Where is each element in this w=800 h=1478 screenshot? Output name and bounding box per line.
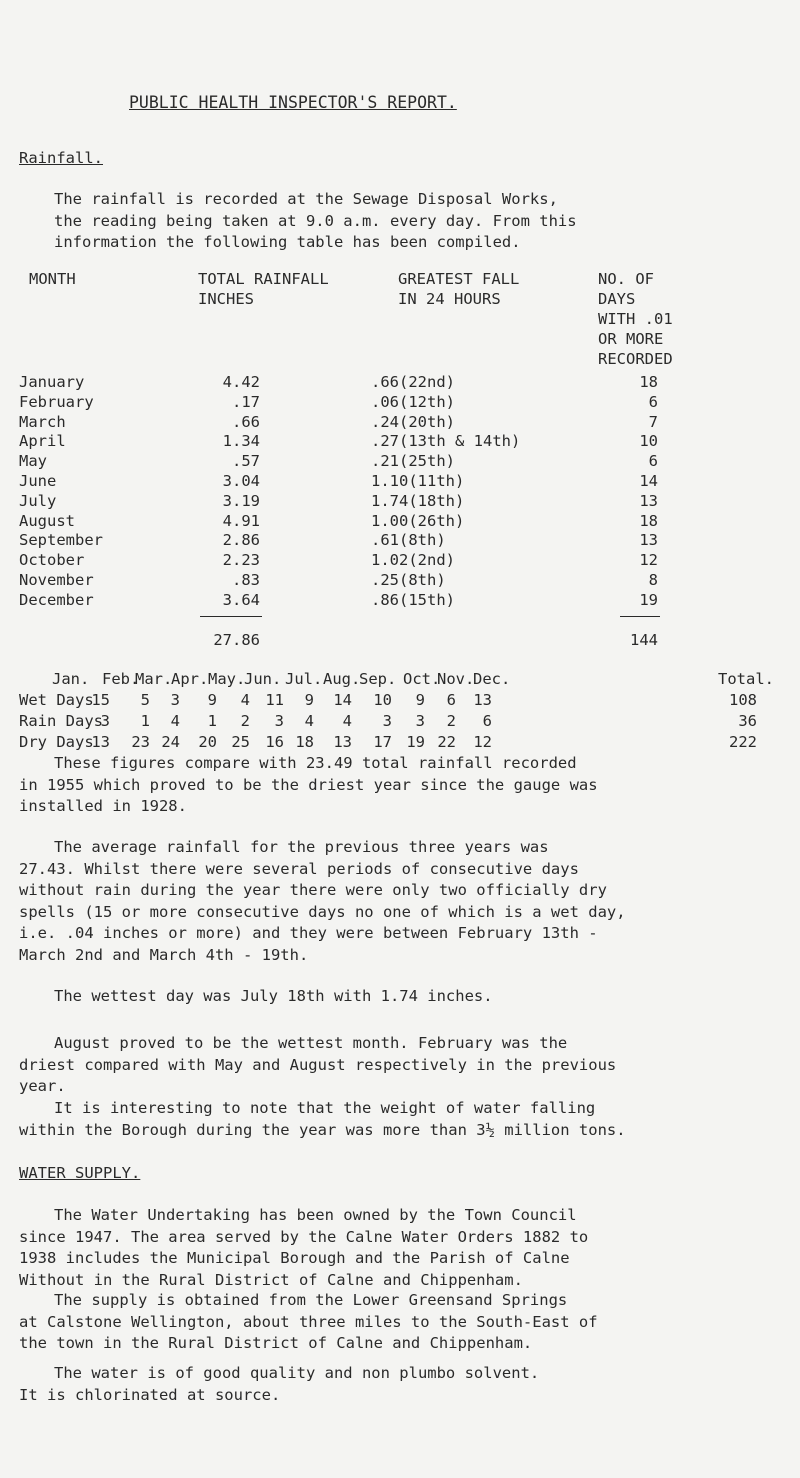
month-greatest: .25(8th) xyxy=(371,571,446,589)
days-col-header: Jul. xyxy=(285,670,323,688)
days-value: 22 xyxy=(437,733,456,751)
intro-line: information the following table has been compiled. xyxy=(54,233,521,251)
month-total: 3.64 xyxy=(222,590,260,609)
days-value: 12 xyxy=(473,733,492,751)
month-name: October xyxy=(19,551,85,570)
water-heading: WATER SUPPLY. xyxy=(19,1164,141,1182)
month-days: 13 xyxy=(639,531,658,550)
days-value: 2 xyxy=(240,712,250,730)
month-total: 4.91 xyxy=(222,511,260,530)
month-greatest: 1.74(18th) xyxy=(371,491,465,510)
month-name: September xyxy=(19,531,103,550)
para-line: These figures compare with 23.49 total rainfall recorded xyxy=(54,754,577,772)
days-value: 13 xyxy=(473,691,492,709)
days-col-header: Oct. xyxy=(403,670,441,688)
col-header-days: NO. OF xyxy=(598,270,654,288)
month-greatest: 1.00(26th) xyxy=(371,511,465,530)
month-name: June xyxy=(19,472,57,490)
month-days: 13 xyxy=(639,491,658,510)
days-col-header: May. xyxy=(208,670,246,688)
col-header-days: WITH .01 xyxy=(598,310,673,328)
month-name: July xyxy=(19,491,57,510)
days-col-header: Apr. xyxy=(171,670,209,688)
month-total: 3.04 xyxy=(222,472,260,490)
month-days: 19 xyxy=(639,590,658,609)
days-value: 9 xyxy=(207,691,217,709)
month-days: 7 xyxy=(648,412,658,431)
total-inches: 27.86 xyxy=(213,630,260,649)
days-value: 9 xyxy=(415,691,425,709)
month-days: 8 xyxy=(648,571,658,589)
col-header-total: INCHES xyxy=(198,290,254,308)
month-days: 12 xyxy=(639,551,658,570)
month-name: March xyxy=(19,412,66,431)
month-days: 14 xyxy=(639,472,658,490)
days-value: 3 xyxy=(415,712,425,730)
days-value: 5 xyxy=(140,691,150,709)
col-header-greatest: GREATEST FALL xyxy=(398,270,520,288)
para-line: The wettest day was July 18th with 1.74 inches. xyxy=(54,987,493,1005)
water-line: the town in the Rural District of Calne and Chippenham. xyxy=(19,1334,533,1352)
water-line: The Water Undertaking has been owned by the Town Council xyxy=(54,1206,577,1224)
days-value: 36 xyxy=(738,712,757,730)
days-col-header: Total. xyxy=(718,670,774,688)
water-line: It is chlorinated at source. xyxy=(19,1385,281,1404)
days-value: 3 xyxy=(274,712,284,730)
month-greatest: 1.02(2nd) xyxy=(371,551,455,570)
month-days: 18 xyxy=(639,511,658,530)
month-greatest: .86(15th) xyxy=(371,590,455,609)
days-value: 4 xyxy=(304,712,314,730)
days-value: 3 xyxy=(170,691,180,709)
month-total: 3.19 xyxy=(222,491,260,510)
month-greatest: .21(25th) xyxy=(371,452,455,471)
month-name: November xyxy=(19,571,94,589)
days-value: 13 xyxy=(91,733,110,751)
month-total: .17 xyxy=(232,392,260,411)
water-line: Without in the Rural District of Calne and Chippenham. xyxy=(19,1270,523,1289)
para-line: driest compared with May and August respectively in the previous xyxy=(19,1055,617,1074)
days-value: 6 xyxy=(482,712,492,730)
days-row-label: Dry Days xyxy=(19,733,94,751)
month-name: May xyxy=(19,452,47,471)
rainfall-heading: Rainfall. xyxy=(19,149,103,167)
days-value: 19 xyxy=(406,733,425,751)
month-total: .66 xyxy=(232,412,260,431)
col-header-greatest: IN 24 HOURS xyxy=(398,290,501,308)
water-line: since 1947. The area served by the Calne Water Orders 1882 to xyxy=(19,1227,589,1246)
para-line: It is interesting to note that the weight of water falling xyxy=(54,1099,596,1117)
days-col-header: Mar. xyxy=(135,670,173,688)
days-row-label: Rain Days xyxy=(19,712,103,730)
days-value: 4 xyxy=(240,691,250,709)
para-line: i.e. .04 inches or more) and they were between February 13th - xyxy=(19,924,598,942)
total-rule-days xyxy=(620,616,660,617)
days-col-header: Jan. xyxy=(52,670,90,688)
para-line: without rain during the year there were only two officially dry xyxy=(19,881,607,899)
month-name: August xyxy=(19,511,75,530)
days-value: 1 xyxy=(207,712,217,730)
month-name: February xyxy=(19,392,94,411)
days-value: 15 xyxy=(91,691,110,709)
col-header-days: RECORDED xyxy=(598,350,673,368)
month-greatest: .06(12th) xyxy=(371,392,455,411)
water-line: The supply is obtained from the Lower Greensand Springs xyxy=(54,1291,568,1309)
col-header-total: TOTAL RAINFALL xyxy=(198,270,329,288)
para-line: March 2nd and March 4th - 19th. xyxy=(19,945,309,964)
days-value: 9 xyxy=(304,691,314,709)
days-col-header: Aug. xyxy=(323,670,361,688)
month-total: .57 xyxy=(232,452,260,471)
month-name: January xyxy=(19,373,85,391)
days-col-header: Sep. xyxy=(359,670,397,688)
days-value: 222 xyxy=(729,733,757,751)
days-col-header: Dec. xyxy=(473,670,511,688)
days-value: 3 xyxy=(382,712,392,730)
month-greatest: .66(22nd) xyxy=(371,373,455,391)
days-value: 13 xyxy=(333,733,352,751)
days-value: 4 xyxy=(342,712,352,730)
col-header-month: MONTH xyxy=(29,270,76,288)
days-value: 24 xyxy=(161,733,180,751)
days-value: 2 xyxy=(446,712,456,730)
para-line: installed in 1928. xyxy=(19,797,187,815)
days-value: 23 xyxy=(131,733,150,751)
month-days: 18 xyxy=(639,373,658,391)
days-value: 25 xyxy=(231,733,250,751)
month-total: 2.23 xyxy=(222,551,260,570)
water-line: at Calstone Wellington, about three miles to the South-East of xyxy=(19,1312,598,1331)
month-name: December xyxy=(19,590,94,609)
col-header-days: OR MORE xyxy=(598,330,664,348)
total-rule-inches xyxy=(200,616,262,617)
days-value: 17 xyxy=(373,733,392,751)
report-title: PUBLIC HEALTH INSPECTOR'S REPORT. xyxy=(129,93,457,112)
month-days: 10 xyxy=(639,432,658,451)
para-line: 27.43. Whilst there were several periods of consecutive days xyxy=(19,859,579,878)
days-col-header: Nov. xyxy=(437,670,475,688)
days-value: 20 xyxy=(198,733,217,751)
days-value: 4 xyxy=(170,712,180,730)
month-days: 6 xyxy=(648,392,658,411)
para-line: August proved to be the wettest month. February was the xyxy=(54,1034,568,1052)
month-days: 6 xyxy=(648,452,658,471)
days-value: 108 xyxy=(729,691,757,709)
month-total: 1.34 xyxy=(222,432,260,451)
days-value: 11 xyxy=(265,691,284,709)
water-line: The water is of good quality and non plumbo solvent. xyxy=(54,1364,540,1382)
para-line: year. xyxy=(19,1077,66,1095)
para-line: The average rainfall for the previous three years was xyxy=(54,838,549,856)
col-header-days: DAYS xyxy=(598,290,636,308)
month-greatest: .24(20th) xyxy=(371,412,455,431)
month-greatest: 1.10(11th) xyxy=(371,472,465,490)
para-line: within the Borough during the year was more than 3½ million tons. xyxy=(19,1120,626,1139)
month-total: 2.86 xyxy=(222,531,260,550)
days-value: 14 xyxy=(333,691,352,709)
para-line: in 1955 which proved to be the driest year since the gauge was xyxy=(19,775,598,794)
para-line: spells (15 or more consecutive days no one of which is a wet day, xyxy=(19,902,626,921)
days-value: 1 xyxy=(140,712,150,730)
days-value: 10 xyxy=(373,691,392,709)
days-value: 16 xyxy=(265,733,284,751)
month-greatest: .61(8th) xyxy=(371,531,446,550)
days-col-header: Feb. xyxy=(102,670,140,688)
days-value: 18 xyxy=(295,733,314,751)
days-value: 6 xyxy=(446,691,456,709)
water-line: 1938 includes the Municipal Borough and the Parish of Calne xyxy=(19,1249,570,1267)
intro-line: the reading being taken at 9.0 a.m. every day. From this xyxy=(54,211,577,230)
intro-line: The rainfall is recorded at the Sewage Disposal Works, xyxy=(54,190,558,208)
month-greatest: .27(13th & 14th) xyxy=(371,432,521,451)
days-row-label: Wet Days xyxy=(19,691,94,709)
month-total: .83 xyxy=(232,571,260,589)
month-total: 4.42 xyxy=(222,373,260,391)
days-col-header: Jun. xyxy=(244,670,282,688)
month-name: April xyxy=(19,432,66,451)
total-days: 144 xyxy=(630,630,658,649)
days-value: 3 xyxy=(100,712,110,730)
